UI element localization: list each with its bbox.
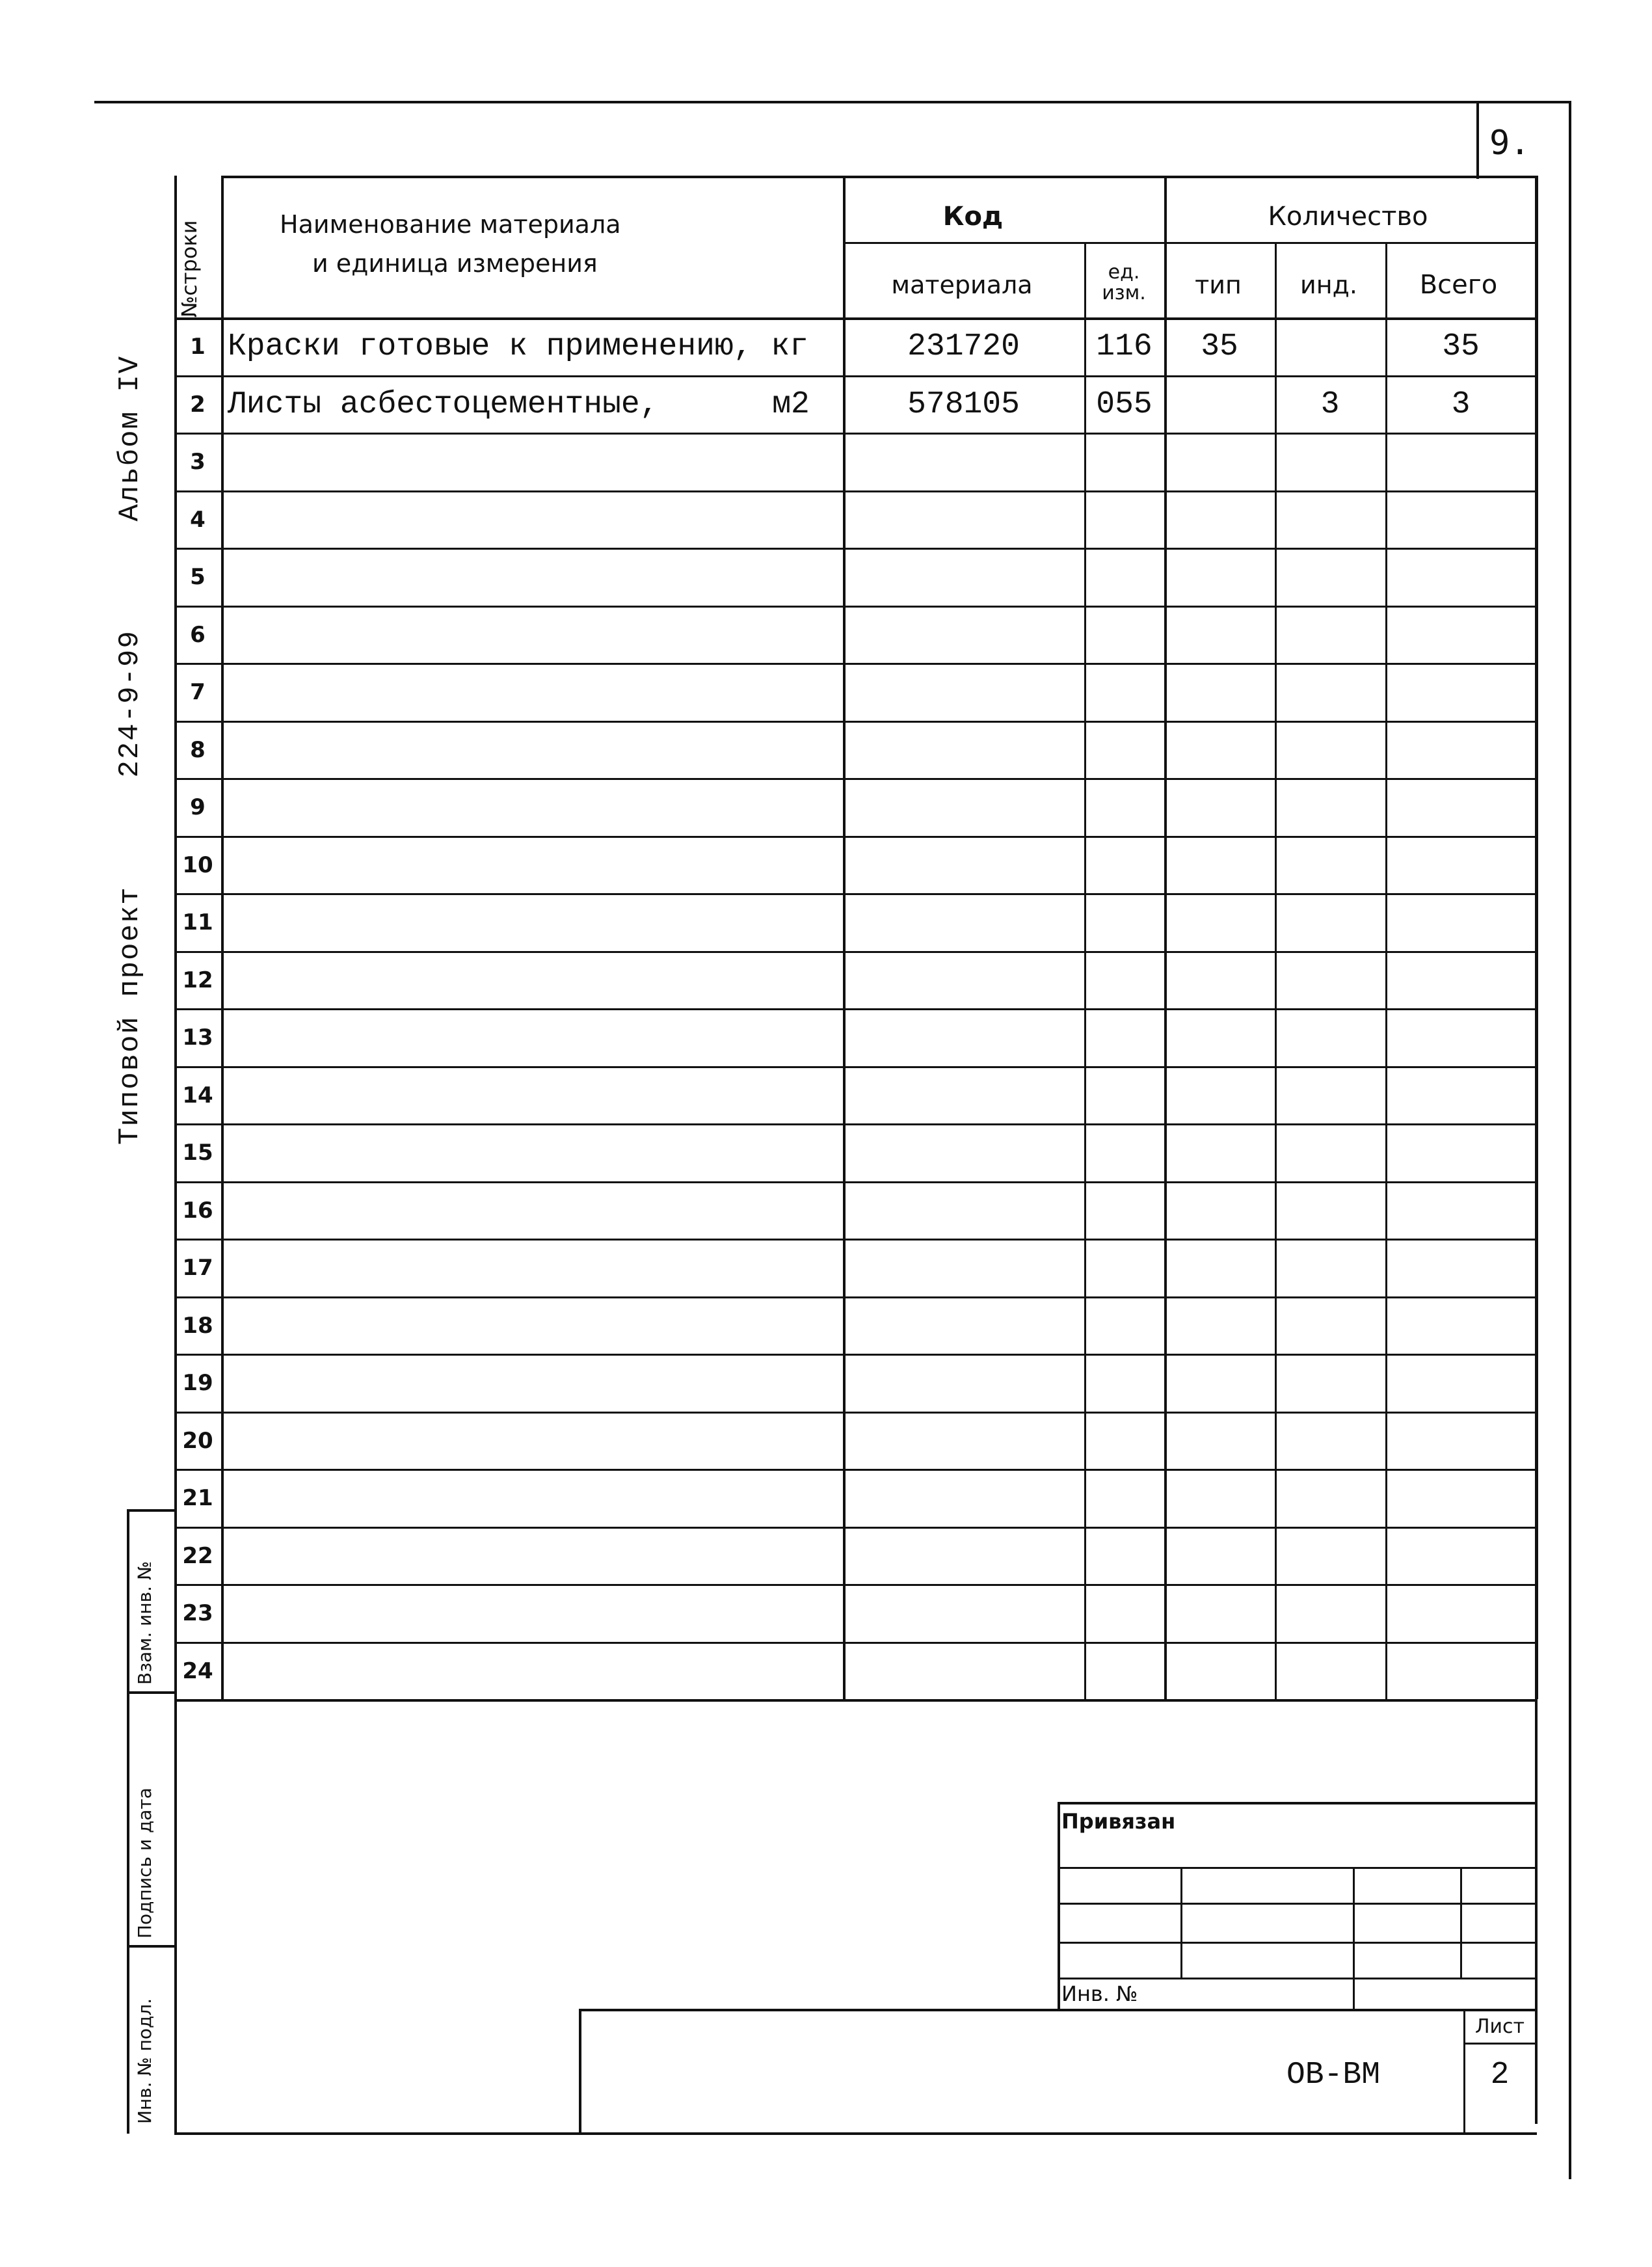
row-rule	[174, 1527, 1536, 1529]
row-rule	[174, 663, 1536, 665]
row-rule	[174, 1296, 1536, 1298]
top-rule	[94, 101, 1571, 103]
row-number: 20	[182, 1427, 213, 1454]
row-number: 2	[190, 391, 206, 418]
title-col-3	[1460, 1867, 1462, 1978]
header-code-material: материала	[891, 270, 1033, 299]
row-qty-ind: 3	[1320, 386, 1340, 422]
header-code-unit: ед. изм.	[1102, 261, 1146, 304]
row-material-name: Краски готовые к применению, кг	[228, 329, 808, 364]
stamp-doc-code: ОВ-ВМ	[1286, 2058, 1381, 2093]
header-name-line2: и единица измерения	[312, 249, 598, 278]
title-row-3	[1058, 1942, 1536, 1944]
row-number: 6	[190, 621, 206, 648]
row-number: 21	[182, 1484, 213, 1511]
frame-right-outer	[1569, 176, 1571, 2179]
title-row-1	[1058, 1867, 1536, 1869]
column-rule	[1536, 176, 1538, 1699]
row-material-name: Листы асбестоцементные,	[228, 386, 659, 422]
header-qty-type: тип	[1195, 270, 1242, 299]
row-number: 24	[182, 1657, 213, 1684]
row-rule	[174, 1412, 1536, 1414]
title-top-rule	[1058, 1802, 1536, 1804]
column-rule	[1084, 242, 1086, 1699]
header-mid-rule	[843, 242, 1536, 244]
row-rule	[174, 1008, 1536, 1010]
row-rule	[174, 1469, 1536, 1471]
row-rule	[174, 548, 1536, 550]
row-unit-code: 116	[1096, 329, 1152, 364]
row-rule	[174, 836, 1536, 838]
header-row-number: №строки	[177, 220, 202, 317]
table-top-rule	[221, 176, 1536, 178]
column-rule	[1275, 242, 1277, 1699]
row-number: 19	[182, 1369, 213, 1396]
corner-box-right	[1569, 101, 1571, 179]
row-rule	[174, 1181, 1536, 1183]
row-number: 11	[182, 909, 213, 935]
row-rule	[174, 893, 1536, 895]
side-project-label: Типовой проект	[114, 886, 146, 1145]
row-qty-total: 3	[1451, 386, 1471, 422]
side-project-code: 224-9-99	[114, 630, 146, 778]
row-rule	[174, 778, 1536, 780]
row-rule	[174, 951, 1536, 953]
row-material-code: 231720	[907, 329, 1020, 364]
row-number: 18	[182, 1312, 213, 1339]
row-number: 16	[182, 1197, 213, 1224]
row-number: 23	[182, 1600, 213, 1626]
left-strip-div2	[127, 1945, 176, 1948]
header-code: Код	[942, 202, 1004, 232]
row-material-unit-name: м2	[772, 386, 810, 422]
title-col-1	[1180, 1867, 1182, 1978]
row-rule	[174, 1699, 1536, 1702]
corner-box-left	[1476, 101, 1479, 179]
row-rule	[174, 1642, 1536, 1644]
left-strip-cell2: Подпись и дата	[134, 1788, 155, 1938]
row-number: 1	[190, 333, 206, 360]
row-rule	[174, 721, 1536, 723]
side-stamp	[114, 355, 146, 1145]
row-qty-type: 35	[1201, 329, 1238, 364]
title-inv-no: Инв. №	[1061, 1981, 1138, 2006]
left-strip-cell1: Взам. инв. №	[134, 1561, 155, 1685]
stamp-sheet-value: 2	[1490, 2058, 1510, 2093]
frame-bottom	[174, 2132, 1537, 2135]
row-number: 22	[182, 1542, 213, 1569]
stamp-top	[579, 2009, 1536, 2011]
row-number: 10	[182, 852, 213, 878]
column-rule	[1385, 242, 1387, 1699]
stamp-sheet-label: Лист	[1474, 2015, 1525, 2038]
row-number: 3	[190, 448, 206, 475]
row-rule	[174, 1066, 1536, 1068]
title-col-2	[1353, 1867, 1355, 2010]
row-number: 17	[182, 1254, 213, 1281]
row-material-code: 578105	[907, 386, 1020, 422]
left-strip-div1	[127, 1691, 176, 1694]
title-row-2	[1058, 1903, 1536, 1905]
header-name-line1: Наименование материала	[280, 210, 621, 239]
header-qty-ind: инд.	[1300, 270, 1357, 299]
left-strip-outer	[127, 1509, 129, 2134]
row-number: 9	[190, 794, 206, 820]
title-left-edge	[1058, 1802, 1060, 2010]
row-rule	[174, 1354, 1536, 1356]
row-rule	[174, 1584, 1536, 1586]
row-number: 5	[190, 563, 206, 590]
row-rule	[174, 1239, 1536, 1241]
row-number: 14	[182, 1082, 213, 1108]
sheet-corner-number: 9.	[1489, 124, 1530, 163]
row-unit-code: 055	[1096, 386, 1152, 422]
title-attached: Привязан	[1061, 1809, 1176, 1834]
row-qty-total: 35	[1442, 329, 1480, 364]
left-strip-cell3: Инв. № подл.	[134, 1998, 155, 2124]
stamp-left	[579, 2009, 581, 2134]
header-quantity: Количество	[1268, 202, 1428, 232]
header-qty-total: Всего	[1419, 269, 1498, 300]
row-number: 15	[182, 1139, 213, 1166]
left-strip-top	[127, 1509, 176, 1512]
row-number: 7	[190, 678, 206, 705]
row-number: 4	[190, 506, 206, 533]
side-album: Альбом IV	[114, 355, 146, 522]
row-rule	[174, 606, 1536, 608]
row-number: 13	[182, 1024, 213, 1051]
stamp-sheet-label-rule	[1463, 2043, 1536, 2045]
row-number: 8	[190, 736, 206, 763]
row-rule	[174, 1123, 1536, 1125]
row-rule	[174, 490, 1536, 492]
row-number: 12	[182, 967, 213, 993]
column-rule	[1164, 176, 1167, 1699]
